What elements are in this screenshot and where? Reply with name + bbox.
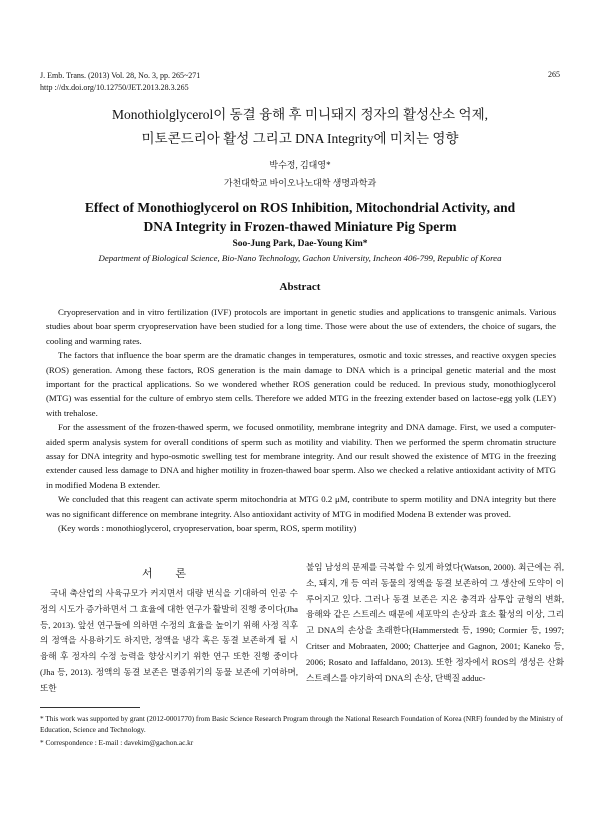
english-authors: Soo-Jung Park, Dae-Young Kim*	[232, 239, 368, 249]
intro-left-text: 국내 축산업의 사육규모가 커지면서 대량 번식을 기대하여 인공 수정의 시도가 증가하면서 그 효율에 대한 연구가 활발히 진행 중이다(Jha 등, 2013). 앞선 연구들에 의하면 수정의 효율을 높이기 위해 사정 직후의 정액을 사용하기도 하지만, 정액을 냉각 혹은 동결 보존하게 될 시 융해 후 정자의 수정 능력을 향상시키기 위한 연구 또한 진행 중이다(Jha 등, 2013). 정액의 동결 보존은 멸종위기의 동물 보존에 기여하며, 또한	[40, 588, 298, 693]
abstract-heading: Abstract	[279, 281, 321, 293]
abstract-paragraph-1: Cryopreservation and in vitro fertilization (IVF) protocols are important in genetic studies and applications to transgenic animals. Various studies about boar sperm cryopreservation have been studied for a long time. Those were about the use of extenders, the choice of sugars, the cooling and warming rates.	[46, 307, 556, 346]
intro-right-text: 불임 남성의 문제를 극복할 수 있게 하였다(Watson, 2000). 최근에는 쥐, 소, 돼지, 개 등 여러 동물의 정액을 동결 보존하여 그 생산에 도약이 이루어지고 있다. 그러나 동결 보존은 지온 충격과 삼투압 균형의 변화, 융해와 같은 스트레스 때문에 세포막의 손상과 효소 활성의 이상, 그리고 DNA의 손상을 초래한다(Hammerstedt 등, 1990; Cormier 등, 1997; Critser and Mobraaten, 2000; Chatterjee and Gagnon, 2001; Kaneko 등, 2006; Rosato and Iaffaldano, 2013). 또한 정자에서 ROS의 생성은 산화 스트레스를 야기하여 DNA의 손상, 단백질 adduc-	[306, 562, 564, 683]
footnote-funding: * This work was supported by grant (2012-0001770) from Basic Science Research Program through the National Research Foundation of Korea (NRF) founded by the Ministry of Education, Science and Technology.	[40, 714, 563, 734]
page-number: 265	[548, 70, 560, 79]
intro-left-column	[40, 586, 298, 697]
footnote-correspondence: * Correspondence : E-mail : davekim@gachon.ac.kr	[40, 738, 194, 747]
citation: J. Emb. Trans. (2013) Vol. 28, No. 3, pp. 265~271	[40, 71, 201, 80]
intro-heading: 서 론	[141, 568, 196, 580]
running-header	[40, 70, 200, 94]
abstract-paragraph-2: The factors that influence the boar sperm are the dramatic changes in temperatures, osmotic and toxic stresses, and reactive oxygen species (ROS) generation. Among these factors, ROS generation is the main damage to DNA which is a principal genetic material and the most important for the practical applications. So we wondered whether ROS generation could be reduced. In previous study, monothioglycerol (MTG) was essential for the culture of embryo stem cells. Therefore we added MTG in the freezing extender based on lactose-egg yolk (LEY) with trehalose.	[46, 350, 556, 418]
english-title-line-1: Effect of Monothioglycerol on ROS Inhibition, Mitochondrial Activity, and	[84, 200, 516, 215]
korean-authors: 박수정, 김대영*	[269, 160, 331, 170]
footnote-rule	[40, 707, 140, 708]
korean-affiliation: 가천대학교 바이오나노대학 생명과학과	[223, 178, 377, 188]
english-title-line-2: DNA Integrity in Frozen-thawed Miniature Pig Sperm	[143, 219, 457, 234]
intro-right-column	[306, 560, 564, 686]
abstract-body	[46, 305, 556, 536]
korean-title-line-2: 미토콘드리아 활성 그리고 DNA Integrity에 미치는 영향	[141, 131, 459, 146]
abstract-paragraph-4: We concluded that this reagent can activate sperm mitochondria at MTG 0.2 μM, contribute to sperm motility and DNA integrity but there was no significant difference on membrane integrity. Also antioxidant activity of MTG in modified Modena B extender was proved.	[46, 494, 556, 519]
doi-link[interactable]: http ://dx.doi.org/10.12750/JET.2013.28.3.265	[40, 83, 189, 92]
abstract-paragraph-3: For the assessment of the frozen-thawed sperm, we focused onmotility, membrane integrity and DNA damage. First, we used a computer-aided sperm analysis system for overall conditions of sperm such as motility and viability. Then we performed the sperm chromatin structure assay for DNA integrity and hypo-osmotic swelling test for membrane integrity. And our result showed the existence of MTG in the freezing extender caused less damage to DNA and higher motility in frozen-thawed boar sperm. Also we checked a relative antioxidant activity of MTG in modified Modena B extender.	[46, 422, 556, 490]
abstract-keywords: (Key words : monothioglycerol, cryopreservation, boar sperm, ROS, sperm motility)	[58, 523, 357, 534]
department: Department of Biological Science, Bio-Nano Technology, Gachon University, Incheon 406-799, Republic of Korea	[98, 253, 502, 263]
korean-title-line-1: Monothiolglycerol이 동결 융해 후 미니돼지 정자의 활성산소 억제,	[111, 107, 488, 122]
